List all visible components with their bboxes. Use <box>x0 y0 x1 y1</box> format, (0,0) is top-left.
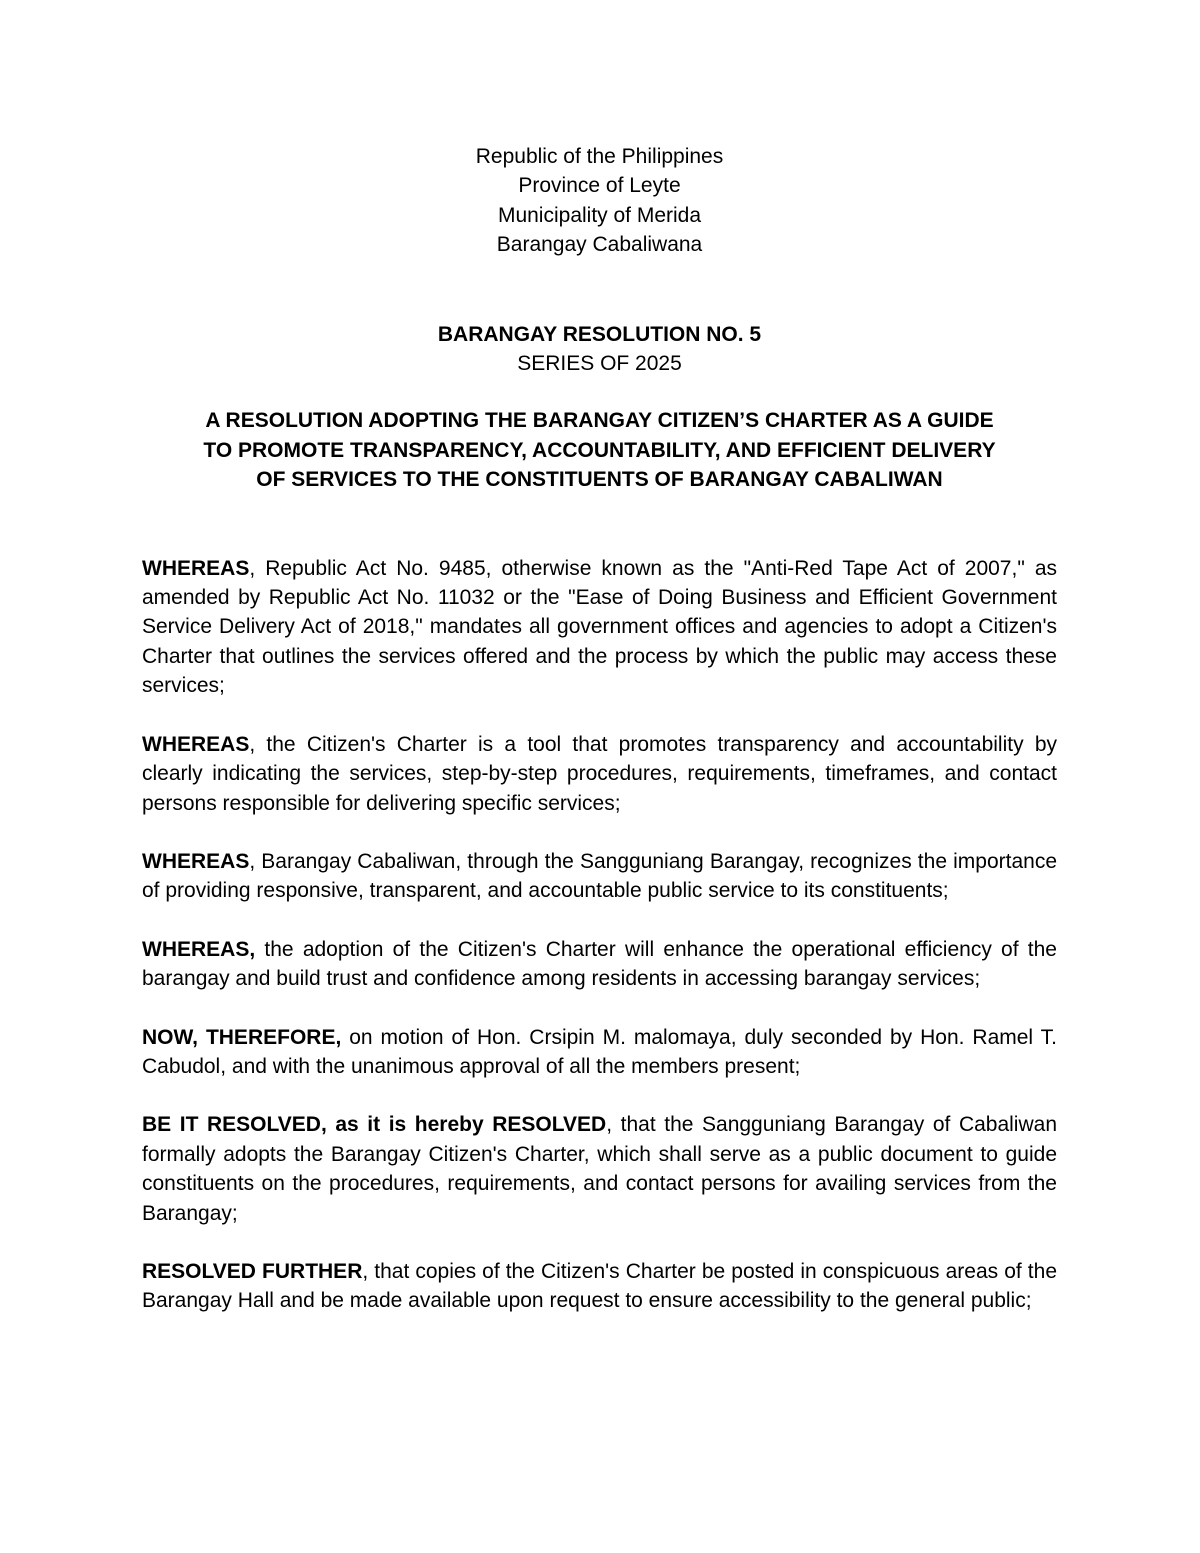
paragraph-lead: WHEREAS <box>142 556 250 580</box>
paragraph-lead: WHEREAS <box>142 732 250 756</box>
paragraph-lead: WHEREAS, <box>142 937 256 961</box>
paragraph-text: , that the Sangguniang Barangay of Cabaliwan formally adopts the Barangay Citizen's Charter, which shall serve as a public document to guide constituents on the procedures, requirements, and contact persons for availing services from the Barangay; <box>142 1113 1057 1225</box>
whereas-paragraph-3 <box>142 847 1057 906</box>
paragraph-lead: NOW, THEREFORE, <box>142 1025 342 1049</box>
paragraph-text: the adoption of the Citizen's Charter will enhance the operational efficiency of the barangay and build trust and confidence among residents in accessing barangay services; <box>142 937 1057 991</box>
resolution-number: BARANGAY RESOLUTION NO. 5 <box>437 322 762 346</box>
be-it-resolved-paragraph <box>142 1110 1057 1228</box>
resolution-subject <box>142 406 1057 494</box>
letterhead <box>142 142 1057 260</box>
paragraph-text: , the Citizen's Charter is a tool that promotes transparency and accountability by clearly indicating the services, step-by-step procedures, requirements, timeframes, and contact persons responsible for delivering specific services; <box>142 732 1057 815</box>
resolution-title <box>142 320 1057 379</box>
paragraph-text: , Barangay Cabaliwan, through the Sangguniang Barangay, recognizes the importance of providing responsive, transparent, and accountable public service to its constituents; <box>142 849 1057 903</box>
subject-line: TO PROMOTE TRANSPARENCY, ACCOUNTABILITY, AND EFFICIENT DELIVERY <box>203 438 996 462</box>
municipality-line: Municipality of Merida <box>497 203 702 227</box>
resolution-body <box>142 554 1057 1316</box>
whereas-paragraph-4 <box>142 935 1057 994</box>
paragraph-text: , Republic Act No. 9485, otherwise known as the "Anti-Red Tape Act of 2007," as amended by Republic Act No. 11032 or the "Ease of Doing Business and Efficient Government Service Delivery Act of 2018," mandates all government offices and agencies to adopt a Citizen's Charter that outlines the services offered and the process by which the public may access these services; <box>142 556 1057 698</box>
subject-line: OF SERVICES TO THE CONSTITUENTS OF BARANGAY CABALIWAN <box>256 468 943 492</box>
subject-line: A RESOLUTION ADOPTING THE BARANGAY CITIZEN’S CHARTER AS A GUIDE <box>205 409 994 433</box>
resolution-series: SERIES OF 2025 <box>517 352 682 376</box>
resolved-further-paragraph <box>142 1257 1057 1316</box>
province-line: Province of Leyte <box>518 174 681 198</box>
now-therefore-paragraph <box>142 1023 1057 1082</box>
whereas-paragraph-2 <box>142 730 1057 818</box>
paragraph-lead: RESOLVED FURTHER <box>142 1259 363 1283</box>
paragraph-lead: WHEREAS <box>142 849 250 873</box>
barangay-line: Barangay Cabaliwana <box>496 233 703 257</box>
whereas-paragraph-1 <box>142 554 1057 701</box>
paragraph-text: on motion of Hon. Crsipin M. malomaya, duly seconded by Hon. Ramel T. Cabudol, and with the unanimous approval of all the members present; <box>142 1025 1057 1078</box>
paragraph-text: , that copies of the Citizen's Charter be posted in conspicuous areas of the Barangay Hall and be made available upon request to ensure accessibility to the general public; <box>142 1259 1057 1313</box>
republic-line: Republic of the Philippines <box>475 145 724 168</box>
paragraph-lead: BE IT RESOLVED, as it is hereby RESOLVED <box>142 1113 607 1137</box>
